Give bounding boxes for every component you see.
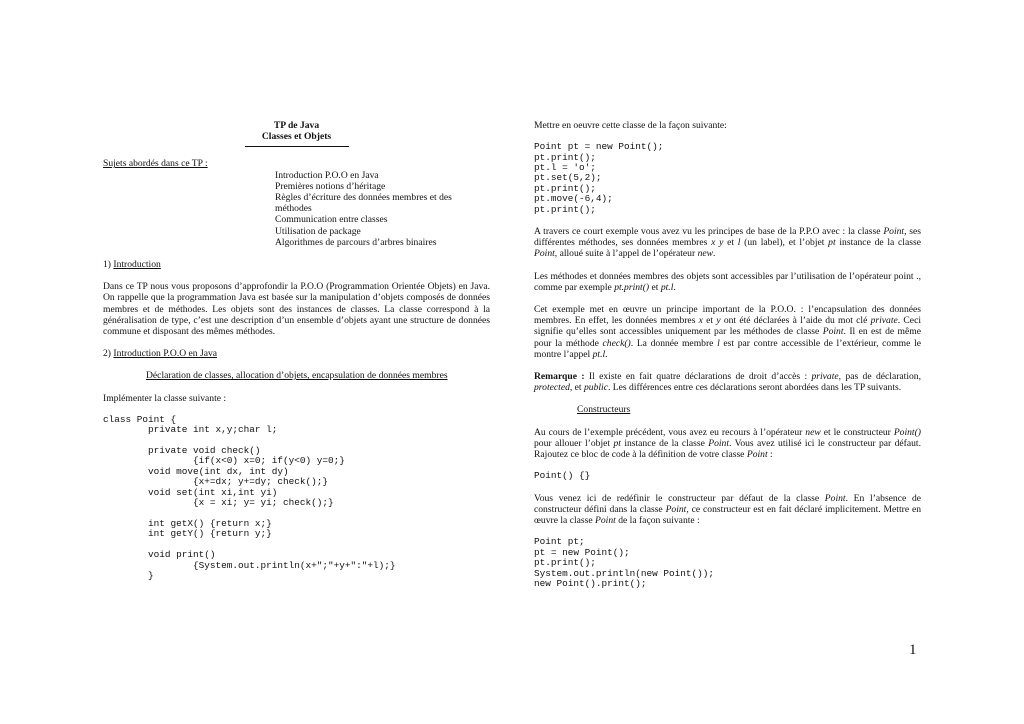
- topics-list: [275, 170, 460, 248]
- left-column: [103, 120, 490, 581]
- text-run-italic: Point: [824, 492, 846, 504]
- implement-instruction: Implémenter la classe suivante :: [103, 392, 227, 404]
- text-run: , et: [569, 382, 584, 394]
- text-run: et: [702, 315, 717, 327]
- constructeurs-heading: [534, 404, 921, 415]
- text-run-italic: private: [811, 371, 839, 383]
- text-run: .: [673, 281, 676, 293]
- text-run: . La donnée membre: [630, 337, 718, 349]
- text-run: de la façon suivante :: [615, 515, 700, 527]
- remark-label: Remarque :: [534, 371, 585, 383]
- text-run: est par contre accessible de l’extérieur, comme le montre l’appel: [534, 337, 921, 360]
- section-2-heading: [103, 348, 490, 359]
- text-run-italic: Point: [883, 226, 905, 238]
- text-run: . En l’absence de constructeur défini dans la classe: [534, 492, 921, 515]
- remark-paragraph: [534, 371, 921, 393]
- doc-subtitle: Classes et Objets: [261, 131, 332, 143]
- text-run-italic: l: [737, 237, 741, 249]
- text-run-italic: x y: [711, 237, 724, 249]
- point-class-code: class Point { private int x,y;char l; private void check() {if(x<0) x=0; if(y<0) y=0;} void move(int dx, int dy) {x+=dx; y+=dy; check();} void set(int xi,int yi) {x = xi; y= yi; check();} int getX() {return x;} int getY() {return y;} void print() {System.out.println(x+";"+y+":"+l);} }: [103, 413, 396, 581]
- paragraph-principles: [534, 226, 921, 260]
- text-run-italic: pt: [613, 437, 621, 449]
- text-run-italic: y: [716, 315, 721, 327]
- text-run: Vous venez ici de redéfinir le constructeur par défaut de la classe: [534, 492, 825, 504]
- text-run: , alloué suite à l’appel de l’opérateur: [554, 248, 698, 260]
- text-run: , pas de déclaration,: [838, 371, 921, 383]
- text-run: Il existe en fait quatre déclarations de droit d’accès :: [584, 371, 812, 383]
- text-run-italic: new: [805, 426, 821, 438]
- topic-item: Introduction P.O.O en Java: [275, 169, 379, 181]
- text-run: . Il en est de même pour la méthode: [534, 326, 921, 349]
- paragraph-redefine: [534, 493, 921, 527]
- text-run-italic: l: [717, 337, 720, 349]
- topic-item: Communication entre classes: [275, 214, 388, 226]
- text-run: et: [723, 237, 738, 249]
- text-run-italic: Point(): [893, 426, 921, 438]
- text-run: A travers ce court exemple vous avez vu les principes de base de la P.P.O avec : la classe: [534, 226, 884, 238]
- text-run: et le constructeur: [820, 426, 894, 438]
- text-run-italic: pt.l: [592, 348, 606, 360]
- text-run-italic: private: [870, 315, 898, 327]
- text-run: (un label), et l’objet: [740, 237, 829, 249]
- text-run-italic: Point: [534, 248, 555, 260]
- text-run-italic: pt.l: [660, 281, 674, 293]
- text-run: , ses différentes méthodes, ses données membres: [534, 226, 921, 249]
- constructor-code: Point() {}: [534, 470, 591, 482]
- section-1-title: Introduction: [113, 259, 161, 271]
- section-2-number: 2): [103, 348, 114, 360]
- text-run: Au cours de l’exemple précédent, vous avez eu recours à l’opérateur: [534, 426, 806, 438]
- text-run: et: [649, 281, 661, 293]
- text-run-italic: new: [697, 248, 714, 260]
- constructeurs-title: Constructeurs: [577, 404, 631, 416]
- usage-code: Point pt = new Point(); pt.print(); pt.l = 'o'; pt.set(5,2); pt.print(); pt.move(-6,4); pt.print();: [534, 141, 664, 215]
- paragraph-access: [534, 271, 921, 293]
- section-1-number: 1): [103, 259, 114, 271]
- text-run: Les méthodes et données membres des objets sont accessibles par l’utilisation de l’opérateur point ., comme par exemple: [534, 270, 921, 293]
- text-run-italic: public: [584, 382, 608, 394]
- text-run: . Les différences entre ces déclarations seront abordées dans les TP suivants.: [607, 382, 902, 394]
- text-run: :: [767, 449, 773, 461]
- text-run-italic: Point: [708, 437, 730, 449]
- section-1-heading: [103, 259, 490, 270]
- right-column: [534, 120, 921, 589]
- text-run: pour allouer l’objet: [534, 437, 614, 449]
- usage-intro: Mettre en oeuvre cette classe de la façon suivante:: [534, 120, 727, 131]
- subsection-heading: [103, 370, 490, 381]
- text-run-italic: pt: [828, 237, 836, 249]
- allocation-code: Point pt; pt = new Point(); pt.print(); System.out.println(new Point()); new Point().print();: [534, 536, 715, 589]
- text-run: .: [605, 348, 608, 360]
- text-run-italic: Point: [822, 326, 844, 338]
- text-run-italic: check(): [602, 337, 631, 349]
- text-run: .: [713, 248, 716, 260]
- paragraph-constructor: [534, 427, 921, 461]
- topic-item: Algorithmes de parcours d’arbres binaires: [275, 236, 437, 248]
- text-run-italic: Point: [595, 515, 616, 527]
- subsection-title: Déclaration de classes, allocation d’objets, encapsulation de données membres: [146, 370, 448, 382]
- doc-title: TP de Java: [273, 120, 320, 131]
- paragraph-encapsulation: [534, 304, 921, 360]
- text-run: instance de la classe: [620, 437, 709, 449]
- intro-paragraph: Dans ce TP nous vous proposons d’approfondir la P.O.O (Programmation Orientée Objets) en Java. On rappelle que la programmation Java est basée sur la manipulation d’objets composés de données membres et de méthodes. Les objets sont des instances de classes. La classe correspond à la généralisation de type, c’est une description d’un ensemble d’objets ayant une structure de données commune et disposant des mêmes méthodes.: [103, 281, 490, 338]
- text-run: instance de la classe: [835, 237, 921, 249]
- text-run-italic: Point: [746, 449, 768, 461]
- text-run: ont été déclarées à l’aide du mot clé: [720, 315, 871, 327]
- text-run: , ce constructeur est en fait déclaré implicitement. Mettre en œuvre la classe: [534, 503, 922, 527]
- topic-item: Premières notions d’héritage: [275, 180, 386, 192]
- text-run-italic: x: [698, 315, 703, 327]
- text-run: . Vous avez utilisé ici le constructeur par défaut. Rajoutez ce bloc de code à la définition de votre classe: [534, 437, 921, 461]
- text-run-italic: pt.print(): [614, 281, 650, 293]
- text-run-italic: protected: [534, 382, 570, 394]
- topic-item: Utilisation de package: [275, 225, 361, 237]
- text-run: Cet exemple met en œuvre un principe important de la P.O.O. : l’encapsulation des données membres. En effet, les données membres: [534, 304, 921, 327]
- section-2-title: Introduction P.O.O en Java: [113, 348, 218, 360]
- subjects-label: Sujets abordés dans ce TP :: [103, 158, 208, 170]
- page-number: 1: [909, 642, 917, 658]
- text-run: . Ceci signifie qu’elles sont accessibles uniquement par les méthodes de classe: [534, 315, 921, 338]
- text-run-italic: Point: [665, 503, 687, 515]
- topic-item: Règles d’écriture des données membres et des méthodes: [275, 192, 452, 215]
